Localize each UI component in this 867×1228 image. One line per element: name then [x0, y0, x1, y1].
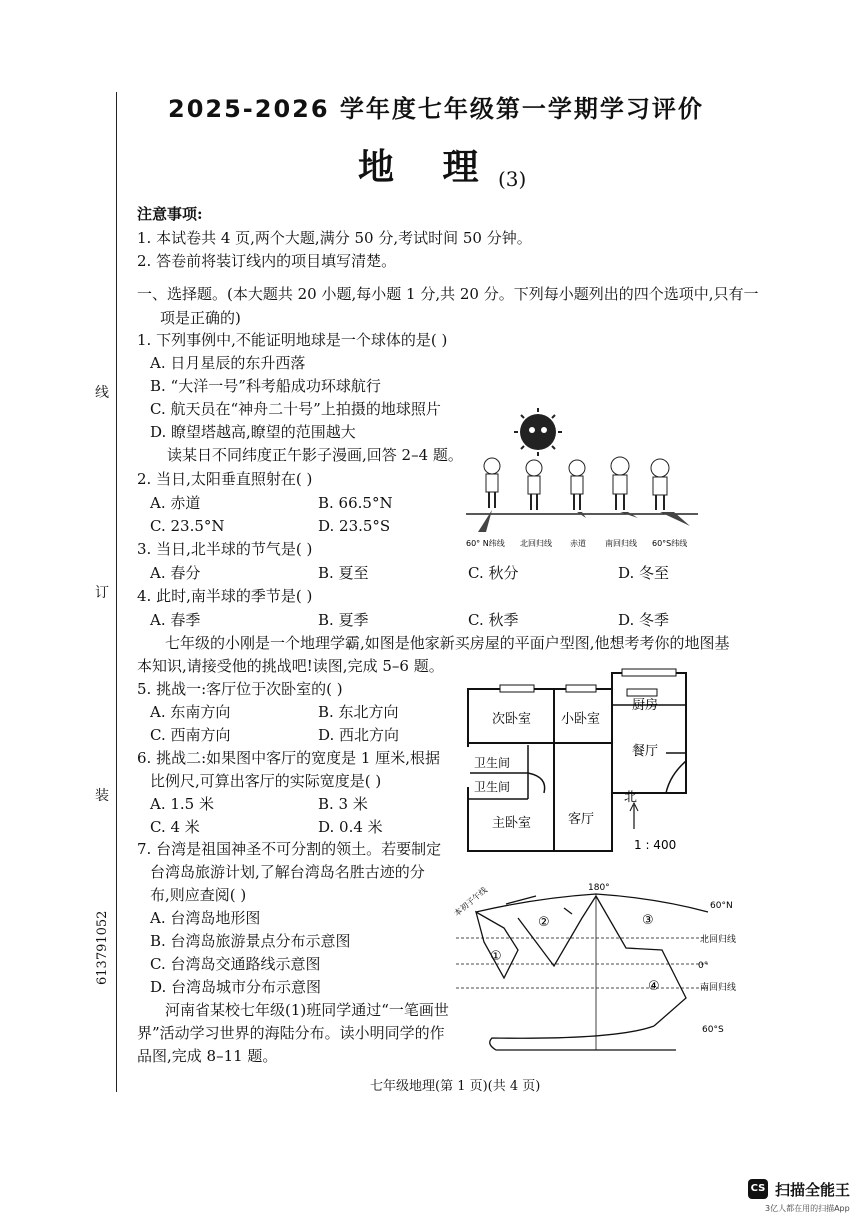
north-label: 北: [624, 790, 638, 805]
q1-stem: 1. 下列事例中,不能证明地球是一个球体的是( ): [137, 331, 448, 349]
notice-heading: 注意事项:: [137, 205, 203, 223]
q5-option-b: B. 东北方向: [318, 703, 399, 721]
q7-line3: 布,则应查阅( ): [150, 886, 247, 904]
scanner-app-name: 扫描全能王: [775, 1181, 851, 1199]
notice-item-1: 1. 本试卷共 4 页,两个大题,满分 50 分,考试时间 50 分钟。: [137, 229, 532, 247]
binding-mark-ding: 订: [95, 585, 109, 601]
world-sketch-figure: [446, 878, 736, 1056]
room-xiaowoshi: 小卧室: [561, 712, 601, 727]
q2-option-b: B. 66.5°N: [318, 494, 393, 512]
room-weishengjian-2: 卫生间: [474, 780, 511, 794]
scanner-app-tagline: 3亿人都在用的扫描App: [765, 1204, 850, 1213]
q4-option-a: A. 春季: [150, 611, 201, 629]
q4-stem: 4. 此时,南半球的季节是( ): [137, 587, 313, 605]
region-3: ③: [642, 913, 654, 928]
q5-option-d: D. 西北方向: [318, 726, 400, 744]
q7-option-c: C. 台湾岛交通路线示意图: [150, 955, 321, 973]
intro-8-11-line3: 品图,完成 8–11 题。: [137, 1047, 278, 1065]
exam-title: 2025-2026 学年度七年级第一学期学习评价: [168, 95, 704, 123]
q3-option-b: B. 夏至: [318, 564, 369, 582]
shadow-label-tropic-capricorn: 南回归线: [605, 539, 637, 548]
binding-line: [116, 92, 117, 1092]
q3-option-d: D. 冬至: [618, 564, 670, 582]
q5-option-c: C. 西南方向: [150, 726, 231, 744]
noon-shadow-figure: [462, 408, 702, 553]
q3-option-a: A. 春分: [150, 564, 201, 582]
intro-5-6-line2: 本知识,请接受他的挑战吧!读图,完成 5–6 题。: [137, 657, 444, 675]
notice-item-2: 2. 答卷前将装订线内的项目填写清楚。: [137, 252, 397, 270]
q6-line1: 6. 挑战二:如果图中客厅的宽度是 1 厘米,根据: [137, 749, 440, 767]
room-canting: 餐厅: [632, 744, 659, 759]
shadow-label-60s: 60°S纬线: [652, 539, 688, 548]
section1-heading-cont: 项是正确的): [160, 309, 241, 327]
room-keting: 客厅: [568, 812, 595, 827]
prime-meridian-label: 本初子午线: [452, 885, 489, 919]
room-weishengjian-1: 卫生间: [474, 756, 511, 770]
line-label-60n: 60°N: [710, 901, 733, 911]
region-4: ④: [648, 979, 660, 994]
line-label-tropic-cancer: 北回归线: [700, 935, 736, 945]
q4-option-b: B. 夏季: [318, 611, 369, 629]
q7-option-a: A. 台湾岛地形图: [150, 909, 261, 927]
line-label-equator: 0°: [698, 961, 709, 971]
region-1: ①: [490, 949, 502, 964]
intro-8-11-line1: 河南省某校七年级(1)班同学通过“一笔画世: [165, 1001, 449, 1019]
q7-line2: 台湾岛旅游计划,了解台湾岛名胜古迹的分: [150, 863, 425, 881]
q4-option-c: C. 秋季: [468, 611, 519, 629]
sun-icon: [514, 408, 562, 456]
q2-stem: 2. 当日,太阳垂直照射在( ): [137, 470, 313, 488]
q3-option-c: C. 秋分: [468, 564, 519, 582]
q4-option-d: D. 冬季: [618, 611, 670, 629]
shadow-label-equator: 赤道: [570, 539, 586, 548]
q1-option-c: C. 航天员在“神舟二十号”上拍摄的地球照片: [150, 400, 441, 418]
child-figure-tropic-capricorn: [611, 457, 638, 518]
intro-2-4: 读某日不同纬度正午影子漫画,回答 2–4 题。: [167, 446, 463, 464]
intro-5-6-line1: 七年级的小刚是一个地理学霸,如图是他家新买房屋的平面户型图,他想考考你的地图基: [165, 634, 730, 652]
floor-plan-figure: [462, 665, 692, 855]
north-arrow-icon: [630, 803, 638, 829]
scanner-logo-icon: CS: [748, 1179, 768, 1199]
child-figure-60n: [478, 458, 500, 532]
room-chufang: 厨房: [632, 698, 659, 713]
intro-8-11-line2: 界”活动学习世界的海陆分布。读小明同学的作: [137, 1024, 445, 1042]
q5-option-a: A. 东南方向: [150, 703, 231, 721]
region-2: ②: [538, 915, 550, 930]
q2-option-a: A. 赤道: [150, 494, 201, 512]
label-180: 180°: [588, 883, 610, 893]
section1-heading: 一、选择题。(本大题共 20 小题,每小题 1 分,共 20 分。下列每小题列出的四个选项中,只有一: [137, 285, 759, 303]
q6-option-c: C. 4 米: [150, 818, 200, 836]
q7-option-d: D. 台湾岛城市分布示意图: [150, 978, 322, 996]
q7-line1: 7. 台湾是祖国神圣不可分割的领土。若要制定: [137, 840, 442, 858]
q7-option-b: B. 台湾岛旅游景点分布示意图: [150, 932, 351, 950]
child-figure-tropic-cancer: [526, 460, 542, 510]
subject-title: 地 理: [358, 146, 497, 188]
q1-option-b: B. “大洋一号”科考船成功环球航行: [150, 377, 381, 395]
q1-option-a: A. 日月星辰的东升西落: [150, 354, 306, 372]
q2-option-c: C. 23.5°N: [150, 517, 225, 535]
binding-mark-xian: 线: [95, 385, 109, 401]
binding-mark-zhuang: 装: [95, 788, 109, 804]
binding-code: 613791052: [95, 910, 110, 985]
page-footer: 七年级地理(第 1 页)(共 4 页): [370, 1079, 541, 1094]
line-label-tropic-capricorn: 南回归线: [700, 983, 736, 993]
q5-stem: 5. 挑战一:客厅位于次卧室的( ): [137, 680, 343, 698]
q6-option-d: D. 0.4 米: [318, 818, 383, 836]
shadow-label-60n: 60° N纬线: [466, 539, 505, 548]
q3-stem: 3. 当日,北半球的节气是( ): [137, 540, 313, 558]
q6-line2: 比例尺,可算出客厅的实际宽度是( ): [150, 772, 382, 790]
scale-label: 1 : 400: [634, 838, 677, 852]
room-zhuwoshi: 主卧室: [492, 816, 532, 831]
child-figure-equator: [569, 460, 586, 518]
q6-option-b: B. 3 米: [318, 795, 368, 813]
paper-number: (3): [498, 167, 527, 191]
shadow-label-tropic-cancer: 北回归线: [520, 539, 552, 548]
line-label-60s: 60°S: [702, 1025, 724, 1035]
child-figure-60s: [651, 459, 690, 526]
room-ciwoshi: 次卧室: [492, 712, 532, 727]
q1-option-d: D. 瞭望塔越高,瞭望的范围越大: [150, 423, 356, 441]
q2-option-d: D. 23.5°S: [318, 517, 391, 535]
q6-option-a: A. 1.5 米: [150, 795, 214, 813]
